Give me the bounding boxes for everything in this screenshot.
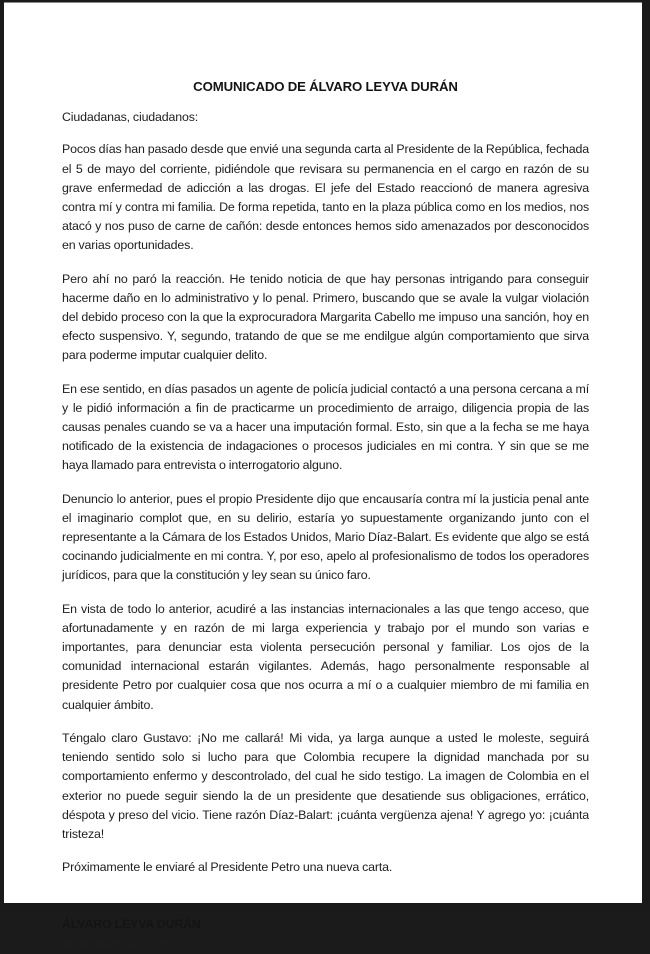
signature-block: [62, 915, 589, 953]
document-title: COMUNICADO DE ÁLVARO LEYVA DURÁN: [193, 79, 458, 94]
signature-name: ÁLVARO LEYVA DURÁN: [62, 917, 201, 932]
paragraph-4: Denuncio lo anterior, pues el propio Presidente dijo que encausaría contra mí la justicia penal ante el imaginario complot que, en su delirio, estaría yo supuestamente organizando junto con el representante a la Cámara de los Estados Unidos, Mario Díaz-Balart. Es evidente que algo se está cocinando judicialmente en mi contra. Y, por eso, apelo al profesionalismo de todos los operadores jurídicos, para que la constitución y ley sean su único faro.: [62, 491, 589, 583]
paragraph-2: Pero ahí no paró la reacción. He tenido noticia de que hay personas intrigando para conseguir hacerme daño en lo administrativo y lo penal. Primero, buscando que se avale la vulgar violación del debido proceso con la que la exprocuradora Margarita Cabello me impuso una sanción, hoy en efecto suspensivo. Y, segundo, tratando de que se me endilgue algún comportamiento que sirva para poderme imputar cualquier delito.: [62, 271, 589, 363]
document-page: [4, 2, 642, 951]
closing-line: Próximamente le enviaré al Presidente Petro una nueva carta.: [62, 860, 393, 875]
document-content: [62, 77, 589, 954]
signature-date: 20 de mayo de 2025.: [62, 936, 175, 951]
salutation: Ciudadanas, ciudadanos:: [62, 110, 199, 125]
paragraph-6: Téngalo claro Gustavo: ¡No me callará! Mi vida, ya larga aunque a usted le moleste, seguirá teniendo sentido solo si lucho para que Colombia recupere la dignidad manchada por su comportamiento enfermo y descontrolado, del cual he sido testigo. La imagen de Colombia en el exterior no puede seguir siendo la de un presidente que desatiende sus obligaciones, errático, déspota y preso del vicio. Tiene razón Díaz-Balart: ¡cuánta vergüenza ajena! Y agrego yo: ¡cuánta tristeza!: [62, 730, 589, 841]
paragraph-5: En vista de todo lo anterior, acudiré a las instancias internacionales a las que tengo acceso, que afortunadamente y en razón de mi larga experiencia y trabajo por el mundo son varias e importantes, para denunciar esta violenta persecución personal y familiar. Los ojos de la comunidad internacional estarán vigilantes. Además, hago personalmente responsable al presidente Petro por cualquier cosa que nos ocurra a mí o a cualquier miembro de mi familia en cualquier ámbito.: [62, 601, 589, 712]
paragraph-3: En ese sentido, en días pasados un agente de policía judicial contactó a una persona cercana a mí y le pidió información a fin de practicarme un procedimiento de arraigo, diligencia propia de las causas penales cuando se va a hacer una imputación formal. Esto, sin que a la fecha se me haya notificado de la existencia de indagaciones o procesos judiciales en mi contra. Y sin que se me haya llamado para entrevista o interrogatorio alguno.: [62, 381, 589, 473]
paragraph-1: Pocos días han pasado desde que envié una segunda carta al Presidente de la República, fechada el 5 de mayo del corriente, pidiéndole que revisara su permanencia en el cargo en razón de su grave enfermedad de adicción a las drogas. El jefe del Estado reaccionó de manera agresiva contra mí y contra mi familia. De forma repetida, tanto en la plaza pública como en los medios, nos atacó y nos puso de carne de cañón: desde entonces hemos sido amenazados por desconocidos en varias oportunidades.: [62, 142, 589, 253]
